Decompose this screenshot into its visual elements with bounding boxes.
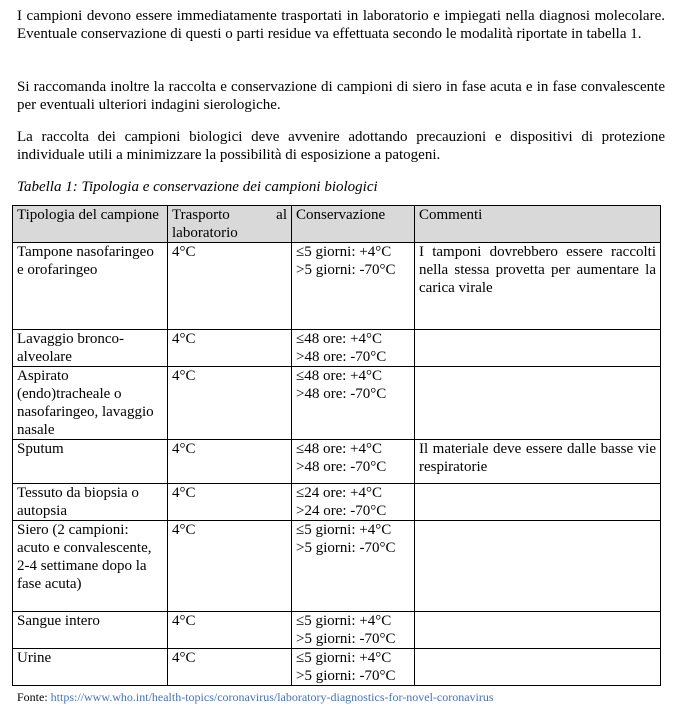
cell-tipologia: Lavaggio bronco-alveolare xyxy=(13,330,168,367)
conservation-long: >5 giorni: -70°C xyxy=(296,540,396,556)
cell-tipologia: Sputum xyxy=(13,440,168,484)
conservation-long: >5 giorni: -70°C xyxy=(296,631,396,647)
cell-tipologia: Tessuto da biopsia o autopsia xyxy=(13,484,168,521)
cell-trasporto: 4°C xyxy=(168,612,292,649)
conservation-short: ≤5 giorni: +4°C xyxy=(296,522,392,538)
table-row xyxy=(13,330,661,367)
cell-trasporto: 4°C xyxy=(168,330,292,367)
conservation-long: >48 ore: -70°C xyxy=(296,349,387,365)
conservation-short: ≤5 giorni: +4°C xyxy=(296,244,392,260)
cell-trasporto: 4°C xyxy=(168,484,292,521)
header-tipologia: Tipologia del campione xyxy=(13,206,168,243)
cell-tipologia: Sangue intero xyxy=(13,612,168,649)
paragraph-serum-collection: Si raccomanda inoltre la raccolta e conservazione di campioni di siero in fase acuta e in fase convalescente per eventuali ulteriori indagini sierologiche. xyxy=(17,79,665,113)
cell-commenti xyxy=(415,330,661,367)
source-note xyxy=(17,690,494,705)
table-header-row xyxy=(13,206,661,243)
cell-conservazione xyxy=(292,649,415,686)
header-commenti: Commenti xyxy=(415,206,661,243)
paragraph-protective-measures: La raccolta dei campioni biologici deve avvenire adottando precauzioni e dispositivi di protezione individuale utili a minimizzare la possibilità di esposizione a patogeni. xyxy=(17,129,665,163)
cell-conservazione xyxy=(292,330,415,367)
cell-commenti xyxy=(415,367,661,440)
cell-trasporto: 4°C xyxy=(168,521,292,612)
source-link[interactable]: https://www.who.int/health-topics/coronavirus/laboratory-diagnostics-for-novel-coronavirus xyxy=(50,690,494,704)
conservation-long: >5 giorni: -70°C xyxy=(296,668,396,684)
conservation-long: >48 ore: -70°C xyxy=(296,459,387,475)
paragraph-sample-transport: I campioni devono essere immediatamente trasportati in laboratorio e impiegati nella diagnosi molecolare. Eventuale conservazione di questi o parti residue va effettuata secondo le modalità riportate in tabella 1. xyxy=(17,8,665,42)
cell-trasporto: 4°C xyxy=(168,649,292,686)
cell-tipologia: Urine xyxy=(13,649,168,686)
cell-conservazione xyxy=(292,440,415,484)
table-row xyxy=(13,649,661,686)
conservation-short: ≤5 giorni: +4°C xyxy=(296,650,392,666)
cell-tipologia: Tampone nasofaringeo e orofaringeo xyxy=(13,243,168,330)
conservation-short: ≤48 ore: +4°C xyxy=(296,331,383,347)
header-conservazione: Conservazione xyxy=(292,206,415,243)
cell-trasporto: 4°C xyxy=(168,243,292,330)
table-row xyxy=(13,484,661,521)
cell-commenti: Il materiale deve essere dalle basse vie respiratorie xyxy=(415,440,661,484)
cell-tipologia: Siero (2 campioni: acuto e convalescente, 2-4 settimane dopo la fase acuta) xyxy=(13,521,168,612)
table-row xyxy=(13,367,661,440)
conservation-long: >24 ore: -70°C xyxy=(296,503,387,519)
cell-trasporto: 4°C xyxy=(168,440,292,484)
conservation-short: ≤5 giorni: +4°C xyxy=(296,613,392,629)
cell-trasporto: 4°C xyxy=(168,367,292,440)
cell-commenti xyxy=(415,612,661,649)
conservation-short: ≤24 ore: +4°C xyxy=(296,485,383,501)
cell-conservazione xyxy=(292,243,415,330)
cell-conservazione xyxy=(292,521,415,612)
header-trasporto: Trasporto al laboratorio xyxy=(168,206,292,243)
cell-conservazione xyxy=(292,367,415,440)
cell-commenti: I tamponi dovrebbero essere raccolti nella stessa provetta per aumentare la carica virale xyxy=(415,243,661,330)
conservation-short: ≤48 ore: +4°C xyxy=(296,368,383,384)
source-label: Fonte: xyxy=(17,690,51,704)
cell-commenti xyxy=(415,521,661,612)
cell-commenti xyxy=(415,649,661,686)
cell-conservazione xyxy=(292,484,415,521)
conservation-long: >48 ore: -70°C xyxy=(296,386,387,402)
cell-conservazione xyxy=(292,612,415,649)
samples-table xyxy=(12,205,661,686)
table-row xyxy=(13,243,661,330)
table-caption: Tabella 1: Tipologia e conservazione dei campioni biologici xyxy=(17,179,378,195)
cell-tipologia: Aspirato (endo)tracheale o nasofaringeo, lavaggio nasale xyxy=(13,367,168,440)
table-row xyxy=(13,521,661,612)
table-row xyxy=(13,440,661,484)
table-row xyxy=(13,612,661,649)
conservation-long: >5 giorni: -70°C xyxy=(296,262,396,278)
conservation-short: ≤48 ore: +4°C xyxy=(296,441,383,457)
cell-commenti xyxy=(415,484,661,521)
